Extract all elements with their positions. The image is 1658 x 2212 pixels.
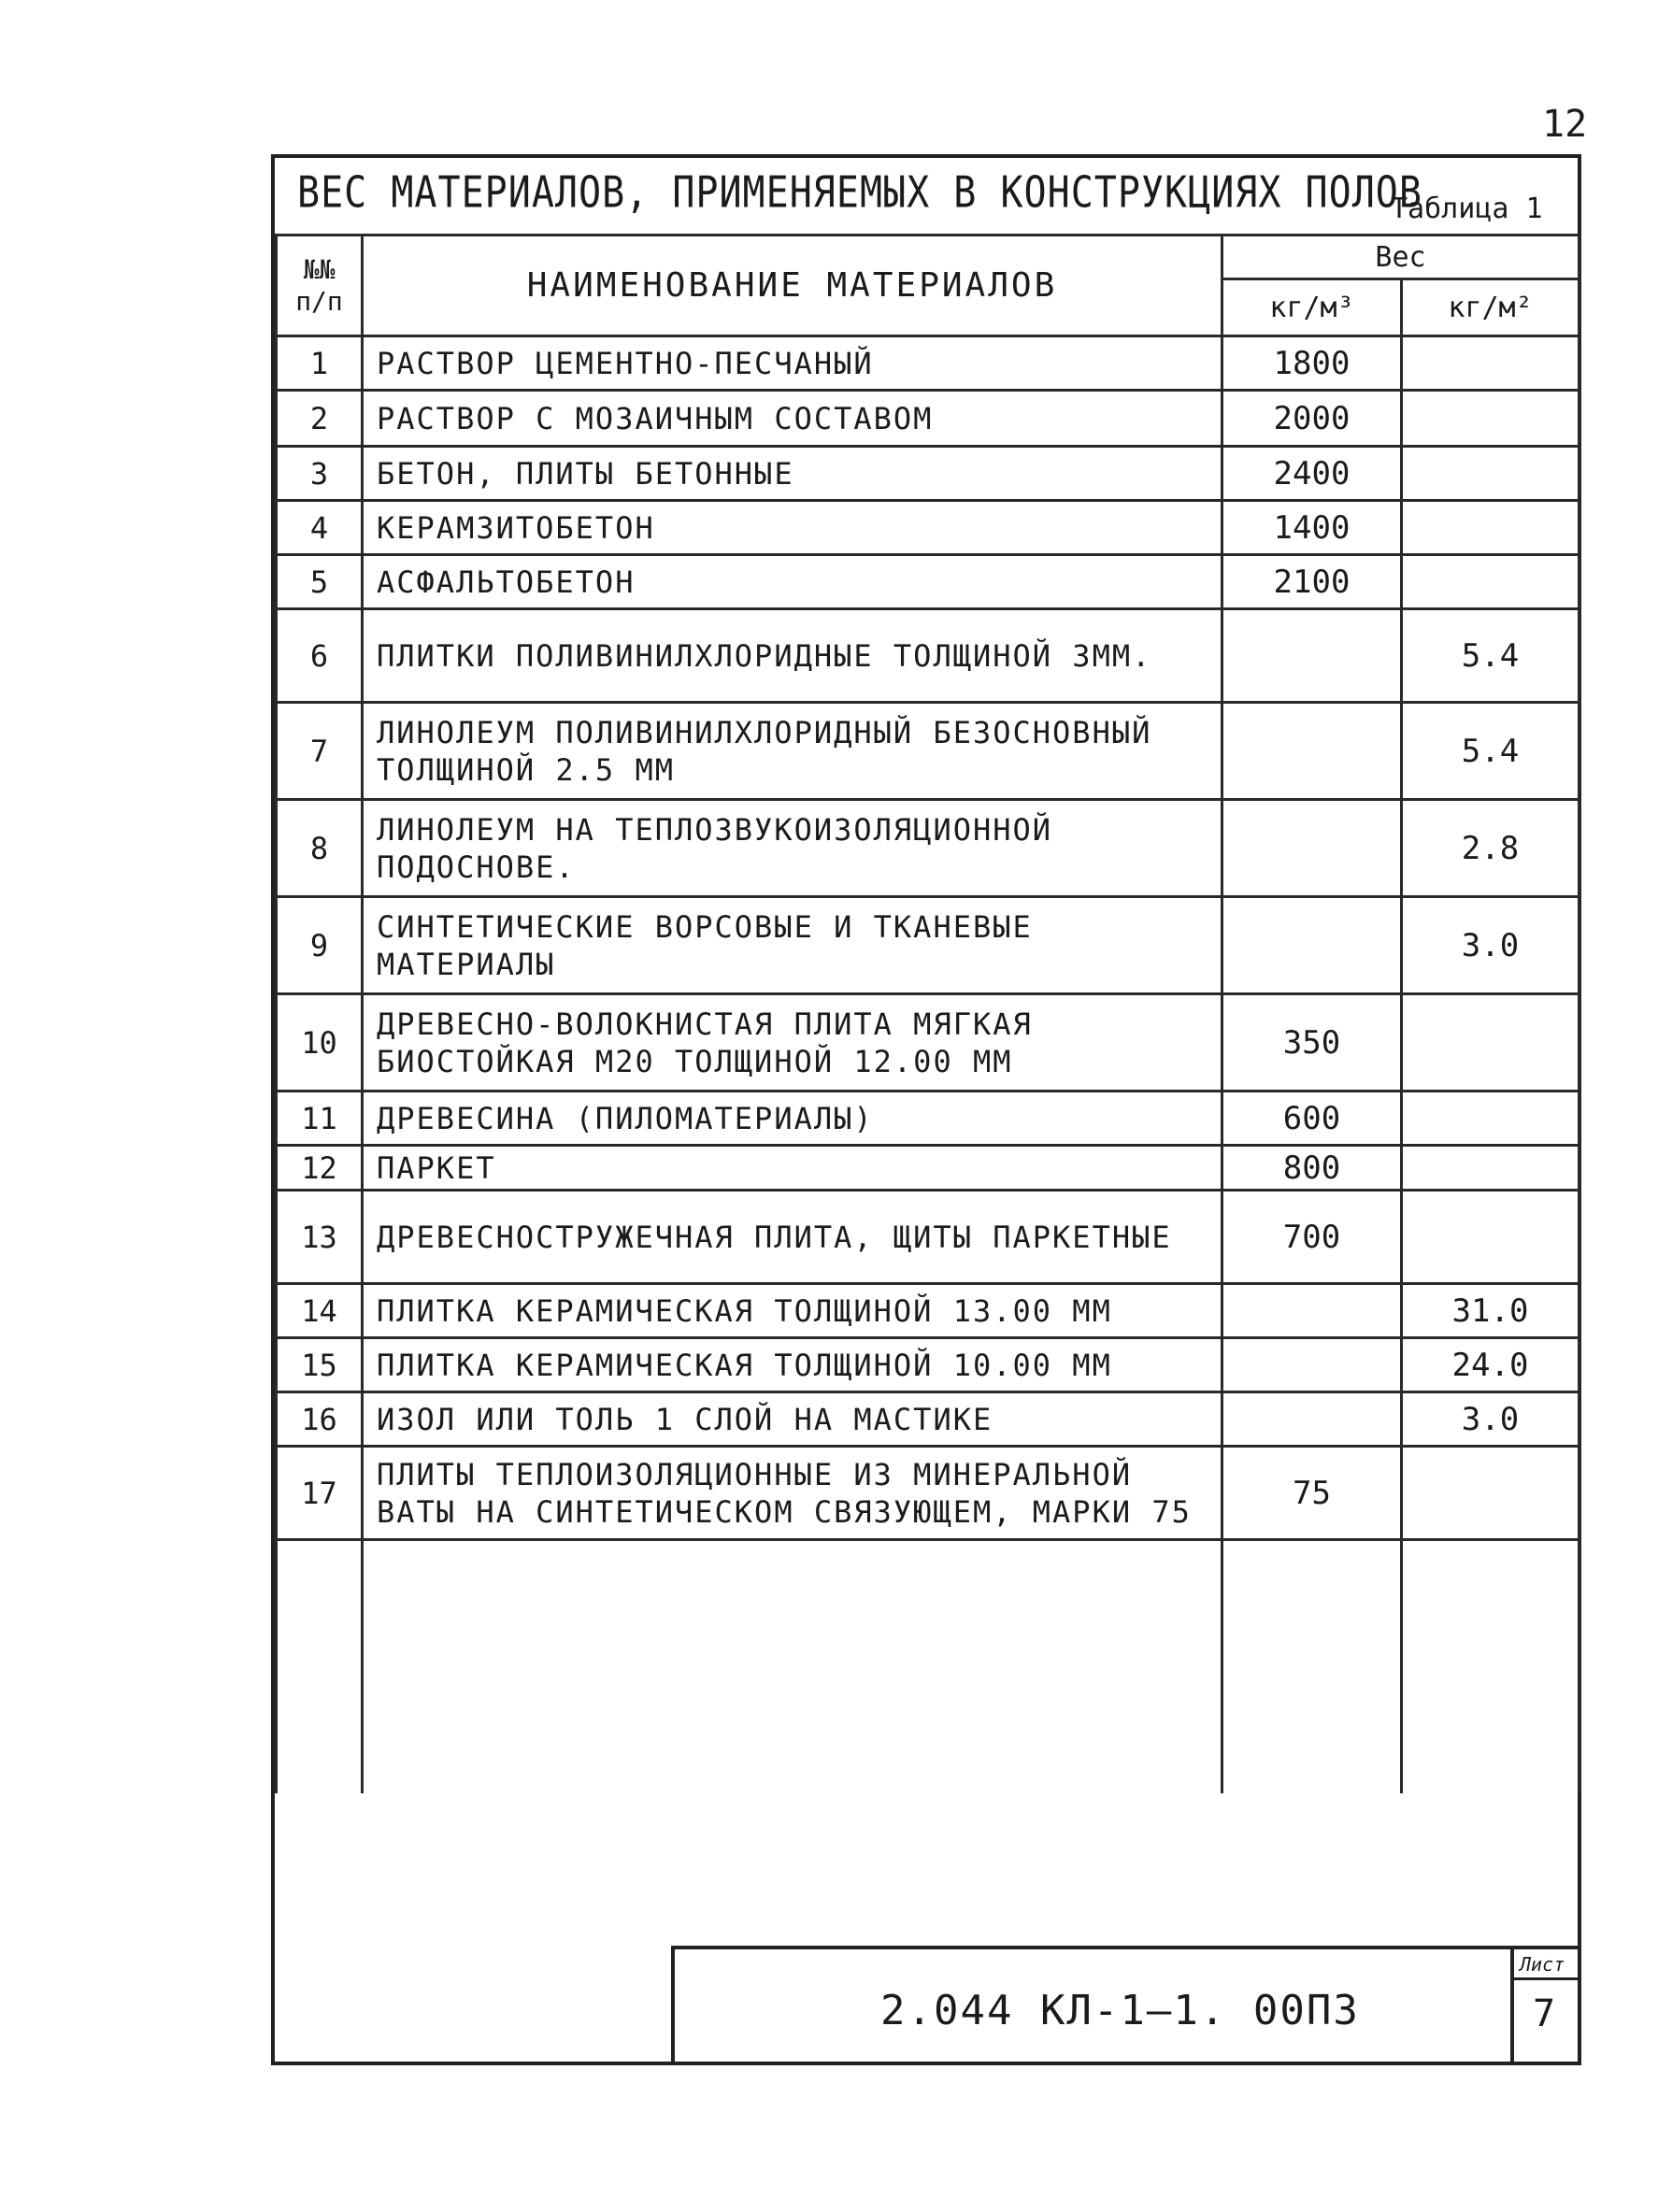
row-number: 15 bbox=[277, 1338, 363, 1392]
weight-kg-m3: 1400 bbox=[1222, 501, 1402, 555]
row-number: 5 bbox=[277, 555, 363, 609]
table-row bbox=[277, 555, 1579, 609]
weight-kg-m3: 2400 bbox=[1222, 447, 1402, 501]
header-material-name: НАИМЕНОВАНИЕ МАТЕРИАЛОВ bbox=[363, 235, 1222, 336]
material-name: ЛИНОЛЕУМ ПОЛИВИНИЛХЛОРИДНЫЙ БЕЗОСНОВНЫЙ ТОЛЩИНОЙ 2.5 ММ bbox=[363, 703, 1222, 800]
row-number: 3 bbox=[277, 447, 363, 501]
weight-kg-m2 bbox=[1402, 555, 1579, 609]
empty-cell bbox=[1222, 1540, 1402, 1794]
material-name: ДРЕВЕСНОСТРУЖЕЧНАЯ ПЛИТА, ЩИТЫ ПАРКЕТНЫЕ bbox=[363, 1191, 1222, 1284]
table-row bbox=[277, 1092, 1579, 1146]
weight-kg-m2 bbox=[1402, 1092, 1579, 1146]
row-number: 2 bbox=[277, 391, 363, 447]
table-row bbox=[277, 1146, 1579, 1191]
row-number: 13 bbox=[277, 1191, 363, 1284]
weight-kg-m2 bbox=[1402, 501, 1579, 555]
table-row bbox=[277, 994, 1579, 1092]
table-row bbox=[277, 447, 1579, 501]
material-name: КЕРАМЗИТОБЕТОН bbox=[363, 501, 1222, 555]
empty-cell bbox=[277, 1540, 363, 1794]
table-row bbox=[277, 1191, 1579, 1284]
sheet-box bbox=[1510, 1949, 1578, 2062]
weight-kg-m2 bbox=[1402, 391, 1579, 447]
empty-cell bbox=[1402, 1540, 1579, 1794]
material-name: СИНТЕТИЧЕСКИЕ ВОРСОВЫЕ И ТКАНЕВЫЕ МАТЕРИАЛЫ bbox=[363, 897, 1222, 994]
weight-kg-m3 bbox=[1222, 897, 1402, 994]
weight-kg-m3 bbox=[1222, 703, 1402, 800]
weight-kg-m3: 350 bbox=[1222, 994, 1402, 1092]
table-row bbox=[277, 1284, 1579, 1338]
material-name: ПЛИТКА КЕРАМИЧЕСКАЯ ТОЛЩИНОЙ 13.00 ММ bbox=[363, 1284, 1222, 1338]
sheet-label: Лист bbox=[1520, 1953, 1565, 1976]
title-block-stamp bbox=[671, 1946, 1578, 2062]
material-name: ЛИНОЛЕУМ НА ТЕПЛОЗВУКОИЗОЛЯЦИОННОЙ ПОДОСНОВЕ. bbox=[363, 800, 1222, 897]
material-name: РАСТВОР С МОЗАИЧНЫМ СОСТАВОМ bbox=[363, 391, 1222, 447]
material-name: ПЛИТЫ ТЕПЛОИЗОЛЯЦИОННЫЕ ИЗ МИНЕРАЛЬНОЙ ВАТЫ НА СИНТЕТИЧЕСКОМ СВЯЗУЮЩЕМ, МАРКИ 75 bbox=[363, 1447, 1222, 1540]
row-number: 9 bbox=[277, 897, 363, 994]
row-number: 4 bbox=[277, 501, 363, 555]
sheet-number: 7 bbox=[1533, 1992, 1556, 2035]
weight-kg-m3: 700 bbox=[1222, 1191, 1402, 1284]
weight-kg-m2 bbox=[1402, 447, 1579, 501]
weight-kg-m3 bbox=[1222, 1338, 1402, 1392]
header-unit-area: кг/м² bbox=[1402, 279, 1579, 336]
table-row bbox=[277, 703, 1579, 800]
material-name: РАСТВОР ЦЕМЕНТНО-ПЕСЧАНЫЙ bbox=[363, 336, 1222, 391]
row-number: 10 bbox=[277, 994, 363, 1092]
weight-kg-m2 bbox=[1402, 1191, 1579, 1284]
weight-kg-m2 bbox=[1402, 336, 1579, 391]
header-weight: Вес bbox=[1222, 235, 1579, 279]
weight-kg-m3: 800 bbox=[1222, 1146, 1402, 1191]
table-row bbox=[277, 800, 1579, 897]
table-label: Таблица 1 bbox=[1391, 193, 1543, 225]
row-number: 11 bbox=[277, 1092, 363, 1146]
row-number: 7 bbox=[277, 703, 363, 800]
material-name: ДРЕВЕСИНА (ПИЛОМАТЕРИАЛЫ) bbox=[363, 1092, 1222, 1146]
row-number: 16 bbox=[277, 1392, 363, 1447]
header-number: №№ п/п bbox=[277, 235, 363, 336]
weight-kg-m2: 31.0 bbox=[1402, 1284, 1579, 1338]
weight-kg-m3 bbox=[1222, 1392, 1402, 1447]
table-row bbox=[277, 1447, 1579, 1540]
weight-kg-m3: 2100 bbox=[1222, 555, 1402, 609]
weight-kg-m2 bbox=[1402, 1146, 1579, 1191]
material-name: ДРЕВЕСНО-ВОЛОКНИСТАЯ ПЛИТА МЯГКАЯ БИОСТОЙКАЯ М20 ТОЛЩИНОЙ 12.00 ММ bbox=[363, 994, 1222, 1092]
row-number: 17 bbox=[277, 1447, 363, 1540]
weight-kg-m3: 75 bbox=[1222, 1447, 1402, 1540]
material-name: ПЛИТКИ ПОЛИВИНИЛХЛОРИДНЫЕ ТОЛЩИНОЙ 3ММ. bbox=[363, 609, 1222, 703]
row-number: 12 bbox=[277, 1146, 363, 1191]
weight-kg-m2: 5.4 bbox=[1402, 703, 1579, 800]
material-name: ИЗОЛ ИЛИ ТОЛЬ 1 СЛОЙ НА МАСТИКЕ bbox=[363, 1392, 1222, 1447]
weight-kg-m2: 3.0 bbox=[1402, 1392, 1579, 1447]
table-row bbox=[277, 609, 1579, 703]
page-number: 12 bbox=[1542, 103, 1588, 146]
materials-table bbox=[275, 234, 1580, 1793]
weight-kg-m3 bbox=[1222, 1284, 1402, 1338]
empty-cell bbox=[363, 1540, 1222, 1794]
table-body bbox=[277, 336, 1579, 1794]
header-unit-volume: кг/м³ bbox=[1222, 279, 1402, 336]
material-name: ПЛИТКА КЕРАМИЧЕСКАЯ ТОЛЩИНОЙ 10.00 ММ bbox=[363, 1338, 1222, 1392]
weight-kg-m3: 600 bbox=[1222, 1092, 1402, 1146]
weight-kg-m2: 3.0 bbox=[1402, 897, 1579, 994]
table-row bbox=[277, 1338, 1579, 1392]
weight-kg-m3 bbox=[1222, 609, 1402, 703]
weight-kg-m2: 5.4 bbox=[1402, 609, 1579, 703]
material-name: ПАРКЕТ bbox=[363, 1146, 1222, 1191]
row-number: 14 bbox=[277, 1284, 363, 1338]
weight-kg-m3: 2000 bbox=[1222, 391, 1402, 447]
weight-kg-m3 bbox=[1222, 800, 1402, 897]
material-name: АСФАЛЬТОБЕТОН bbox=[363, 555, 1222, 609]
empty-table-area bbox=[277, 1540, 1579, 1794]
row-number: 8 bbox=[277, 800, 363, 897]
table-row bbox=[277, 501, 1579, 555]
document-code: 2.044 КЛ-1—1. 00ПЗ bbox=[880, 1987, 1360, 2034]
sheet-divider bbox=[1514, 1977, 1578, 1980]
table-row bbox=[277, 897, 1579, 994]
table-title: ВЕС МАТЕРИАЛОВ, ПРИМЕНЯЕМЫХ В КОНСТРУКЦИЯХ ПОЛОВ bbox=[297, 168, 1422, 218]
weight-kg-m2: 24.0 bbox=[1402, 1338, 1579, 1392]
table-row bbox=[277, 391, 1579, 447]
weight-kg-m2: 2.8 bbox=[1402, 800, 1579, 897]
weight-kg-m2 bbox=[1402, 994, 1579, 1092]
table-row bbox=[277, 1392, 1579, 1447]
row-number: 1 bbox=[277, 336, 363, 391]
row-number: 6 bbox=[277, 609, 363, 703]
material-name: БЕТОН, ПЛИТЫ БЕТОННЫЕ bbox=[363, 447, 1222, 501]
table-row bbox=[277, 336, 1579, 391]
weight-kg-m3: 1800 bbox=[1222, 336, 1402, 391]
weight-kg-m2 bbox=[1402, 1447, 1579, 1540]
